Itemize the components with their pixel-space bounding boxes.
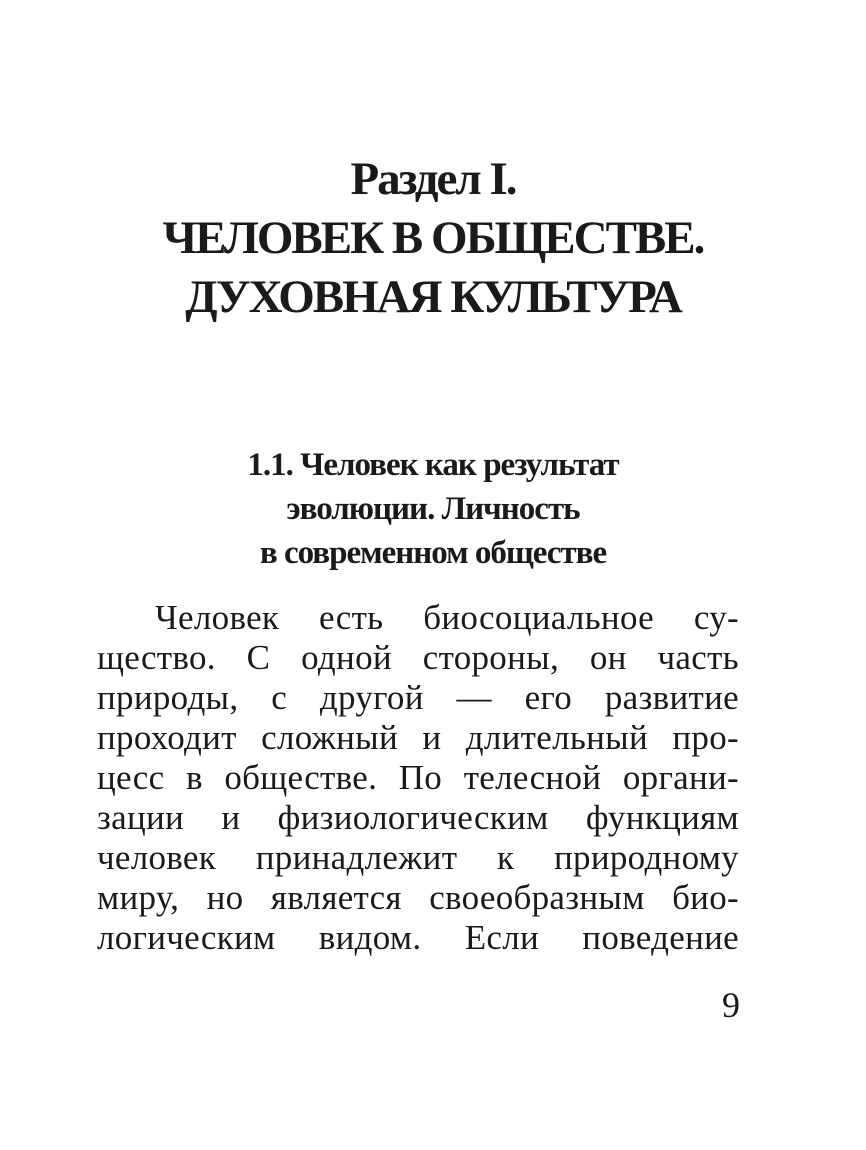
body-line: Человек есть биосоциальное су- — [155, 598, 739, 637]
body-line: логическим видом. Если поведение — [97, 918, 739, 957]
part-title-line: ЧЕЛОВЕК В ОБЩЕСТВЕ. — [162, 212, 704, 264]
body-line: проходит сложный и длительный про- — [97, 718, 739, 757]
part-title-line: ДУХОВНАЯ КУЛЬТУРА — [185, 271, 681, 323]
section-title-line: в современном обществе — [259, 535, 607, 571]
section-title — [0, 443, 866, 575]
body-line: зации и физиологическим функциям — [97, 798, 739, 837]
body-paragraph — [97, 598, 739, 958]
body-line: щество. С одной стороны, он часть — [97, 638, 739, 677]
page-number: 9 — [722, 985, 740, 1025]
section-title-line: эволюции. Личность — [286, 491, 580, 527]
body-line: человек принадлежит к природному — [97, 838, 739, 877]
section-title-line: 1.1. Человек как результат — [247, 447, 619, 483]
body-line: природы, с другой — его развитие — [97, 678, 739, 717]
part-title — [0, 150, 866, 327]
part-title-line: Раздел I. — [350, 153, 516, 205]
body-line: миру, но является своеобразным био- — [97, 878, 739, 917]
body-line: цесс в обществе. По телесной органи- — [97, 758, 739, 797]
